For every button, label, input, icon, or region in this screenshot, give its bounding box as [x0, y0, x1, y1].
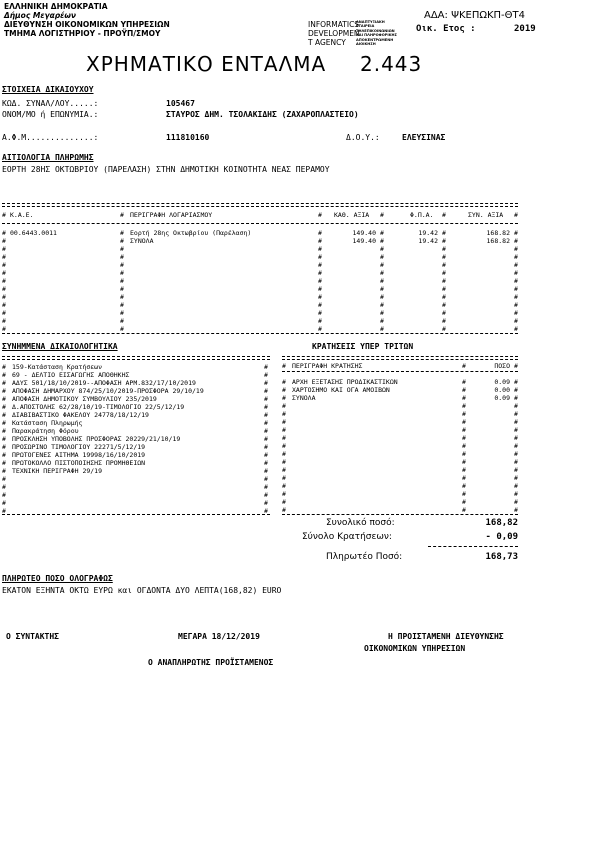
- fiscal-year-label: Οικ. Ετος :: [416, 24, 476, 34]
- column-separator: #: [514, 277, 518, 285]
- column-separator: #: [318, 293, 322, 301]
- list-item: [2, 491, 270, 499]
- table-filler-row: [2, 317, 518, 325]
- issuer-line: ΤΜΗΜΑ ΛΟΓΙΣΤΗΡΙΟΥ - ΠΡΟΫΠ/ΣΜΟΥ: [4, 29, 161, 38]
- column-separator: #: [442, 301, 446, 309]
- gross-amount: 168,82: [485, 518, 518, 528]
- attachment-label: Κατάσταση Πληρωμής: [12, 419, 83, 427]
- column-separator: #: [380, 325, 384, 333]
- attachment-label: ΑΔΥΣ 501/18/10/2019--ΑΠΟΦΑΣΗ ΑΡΜ.832/17/10/2019: [12, 379, 196, 387]
- attachments-bottom-rule: [2, 514, 270, 515]
- list-item: [2, 395, 270, 403]
- deduction-row: [282, 378, 518, 386]
- column-separator: #: [462, 498, 466, 506]
- column-separator: #: [514, 378, 518, 386]
- table-row: # 00.6443.0011 # Εορτή 28ης Οκτωβρίου (Παρέλαση) # 149.40 # 19.42 # 168.82 #: [2, 229, 518, 237]
- table-filler-row: [2, 245, 518, 253]
- column-separator: #: [264, 499, 268, 507]
- column-separator: #: [514, 301, 518, 309]
- deductions-total-label: Σύνολο Κρατήσεων:: [302, 532, 392, 542]
- column-separator: #: [282, 466, 286, 474]
- deduction-row: [282, 498, 518, 506]
- column-separator: #: [514, 474, 518, 482]
- table-filler-row: [2, 277, 518, 285]
- header-kae: Κ.Α.Ε.: [10, 211, 34, 219]
- deduction-row: [282, 402, 518, 410]
- column-separator: #: [514, 498, 518, 506]
- table-filler-row: [2, 253, 518, 261]
- beneficiary-code-label: ΚΩΔ. ΣΥΝΑΛ/ΛΟΥ.....:: [2, 99, 99, 108]
- column-separator: #: [2, 317, 6, 325]
- column-separator: #: [462, 458, 466, 466]
- beneficiary-section-title: ΣΤΟΙΧΕΙΑ ΔΙΚΑΙΟΥΧΟΥ: [2, 85, 94, 94]
- column-separator: #: [380, 245, 384, 253]
- warrant-number: 2.443: [360, 52, 423, 76]
- column-separator: #: [2, 411, 6, 419]
- column-separator: #: [442, 285, 446, 293]
- column-separator: #: [264, 483, 268, 491]
- column-separator: #: [318, 317, 322, 325]
- column-separator: #: [264, 387, 268, 395]
- deductions-header-rule: [282, 371, 518, 372]
- proxy-signature: Ο ΑΝΑΠΛΗΡΩΤΗΣ ΠΡΟΪΣΤΑΜΕΝΟΣ: [148, 658, 274, 667]
- column-separator: #: [282, 442, 286, 450]
- column-separator: #: [282, 394, 286, 402]
- column-separator: #: [462, 386, 466, 394]
- deduction-row: [282, 410, 518, 418]
- column-separator: #: [514, 245, 518, 253]
- column-separator: #: [2, 379, 6, 387]
- column-separator: #: [120, 245, 124, 253]
- table-filler-row: [2, 325, 518, 333]
- column-separator: #: [318, 277, 322, 285]
- column-separator: #: [514, 442, 518, 450]
- table-filler-row: [2, 269, 518, 277]
- column-separator: #: [318, 325, 322, 333]
- agency-logo: [308, 20, 360, 47]
- column-separator: #: [282, 458, 286, 466]
- column-separator: #: [264, 403, 268, 411]
- column-separator: #: [282, 490, 286, 498]
- list-item: [2, 475, 270, 483]
- column-separator: #: [2, 371, 6, 379]
- attachment-label: 159-Κατάσταση Κρατήσεων: [12, 363, 103, 371]
- column-separator: #: [2, 507, 6, 515]
- attachments-rule: [2, 359, 270, 360]
- attachment-label: ΠΡΩΤΟΓΕΝΕΣ ΑΙΤΗΜΑ 19998/16/10/2019: [12, 451, 146, 459]
- column-separator: #: [120, 285, 124, 293]
- column-separator: #: [462, 418, 466, 426]
- column-separator: #: [264, 459, 268, 467]
- table-filler-row: [2, 301, 518, 309]
- deduction-row: [282, 418, 518, 426]
- column-separator: #: [514, 269, 518, 277]
- list-item: [2, 459, 270, 467]
- column-separator: #: [462, 426, 466, 434]
- column-separator: #: [264, 475, 268, 483]
- agency-logo-small: [356, 20, 397, 46]
- attachments-title: ΣΥΝΗΜΜΕΝΑ ΔΙΚΑΙΟΛΟΓΗΤΙΚΑ: [2, 342, 118, 351]
- column-separator: #: [120, 317, 124, 325]
- deduction-row: [282, 394, 518, 402]
- deductions-title: ΚΡΑΤΗΣΕΙΣ ΥΠΕΡ ΤΡΙΤΩΝ: [312, 342, 414, 351]
- column-separator: #: [264, 451, 268, 459]
- agency-logo-line: INFORMATICS: [308, 20, 360, 29]
- list-item: [2, 483, 270, 491]
- attachment-label: ΠΡΟΣΩΡΙΝΟ ΤΙΜΟΛΟΓΙΟΥ 22271/5/12/19: [12, 443, 146, 451]
- agency-small-line: ΑΝΑΠΤΥΞΙΑΚΗ: [356, 20, 385, 24]
- list-item: [2, 411, 270, 419]
- column-separator: #: [2, 301, 6, 309]
- agency-small-line: ΔΙΟΙΚΗΣΗ: [356, 42, 376, 47]
- list-item: [2, 451, 270, 459]
- list-item: [2, 443, 270, 451]
- deduction-row: [282, 474, 518, 482]
- column-separator: #: [442, 253, 446, 261]
- deduction-row: [282, 450, 518, 458]
- column-separator: #: [2, 269, 6, 277]
- column-separator: #: [380, 317, 384, 325]
- column-separator: #: [442, 309, 446, 317]
- deduction-row: [282, 490, 518, 498]
- column-separator: #: [514, 466, 518, 474]
- column-separator: #: [514, 506, 518, 514]
- afm-label: Α.Φ.Μ..............:: [2, 133, 99, 142]
- justification-text: ΕΟΡΤΗ 28ΗΣ ΟΚΤΩΒΡΙΟΥ (ΠΑΡΕΛΑΣΗ) ΣΤΗΝ ΔΗΜΟΤΙΚΗ ΚΟΙΝΟΤΗΤΑ ΝΕΑΣ ΠΕΡΑΜΟΥ: [2, 165, 330, 174]
- column-separator: #: [442, 261, 446, 269]
- column-separator: #: [282, 506, 286, 514]
- column-separator: #: [264, 507, 268, 515]
- row-vat: 19.42: [418, 229, 438, 237]
- column-separator: #: [282, 410, 286, 418]
- column-separator: #: [514, 285, 518, 293]
- column-separator: #: [442, 245, 446, 253]
- deduction-amount: 0.09: [494, 394, 510, 402]
- table-header-rule: [2, 223, 518, 224]
- deductions-rule: [282, 359, 518, 360]
- column-separator: #: [380, 277, 384, 285]
- column-separator: #: [264, 411, 268, 419]
- deductions-total-amount: - 0,09: [485, 532, 518, 542]
- deduction-desc: ΧΑΡΤΟΣΗΜΟ ΚΑΙ ΟΓΑ ΑΜΟΙΒΩΝ: [292, 386, 390, 394]
- column-separator: #: [2, 387, 6, 395]
- column-separator: #: [282, 418, 286, 426]
- deduction-desc: ΣΥΝΟΛΑ: [292, 394, 316, 402]
- deduction-row: [282, 506, 518, 514]
- column-separator: #: [264, 419, 268, 427]
- column-separator: #: [282, 402, 286, 410]
- place-date: ΜΕΓΑΡΑ 18/12/2019: [178, 632, 260, 641]
- attachment-label: ΔΙΑΒΙΒΑΣΤΙΚΟ ΦΑΚΕΛΟΥ 24778/18/12/19: [12, 411, 149, 419]
- table-bottom-rule: [2, 333, 518, 334]
- list-item: [2, 499, 270, 507]
- column-separator: #: [282, 386, 286, 394]
- deduction-row: [282, 386, 518, 394]
- deduction-row: [282, 466, 518, 474]
- deduction-row: [282, 482, 518, 490]
- column-separator: #: [2, 277, 6, 285]
- column-separator: #: [282, 498, 286, 506]
- column-separator: #: [442, 277, 446, 285]
- column-separator: #: [2, 395, 6, 403]
- column-separator: #: [514, 458, 518, 466]
- list-item: [2, 435, 270, 443]
- column-separator: #: [462, 394, 466, 402]
- column-separator: #: [2, 459, 6, 467]
- deduction-row: [282, 434, 518, 442]
- header-total: ΣΥΝ. ΑΞΙΑ: [468, 211, 504, 219]
- column-separator: #: [514, 402, 518, 410]
- justification-title: ΑΙΤΙΟΛΟΓΙΑ ΠΛΗΡΩΜΗΣ: [2, 153, 94, 162]
- column-separator: #: [462, 402, 466, 410]
- column-separator: #: [462, 506, 466, 514]
- attachment-label: Δ.ΑΠΟΣΤΟΛΗΣ 62/28/10/19-ΤΙΜΟΛΟΓΙΟ 22/5/12/19: [12, 403, 185, 411]
- gross-label: Συνολικό ποσό:: [326, 518, 395, 528]
- table-row-totals: # # ΣΥΝΟΛΑ # 149.40 # 19.42 # 168.82 #: [2, 237, 518, 245]
- column-separator: #: [380, 285, 384, 293]
- deductions-header-desc: ΠΕΡΙΓΡΑΦΗ ΚΡΑΤΗΣΗΣ: [292, 362, 363, 370]
- column-separator: #: [462, 450, 466, 458]
- list-item: [2, 467, 270, 475]
- issuer-line: ΕΛΛΗΝΙΚΗ ΔΗΜΟΚΡΑΤΙΑ: [4, 2, 108, 11]
- column-separator: #: [2, 325, 6, 333]
- beneficiary-code: 105467: [166, 99, 195, 108]
- column-separator: #: [514, 450, 518, 458]
- attachment-label: ΑΠΟΦΑΣΗ ΔΗΜΑΡΧΟΥ 874/25/10/2019-ΠΡΟΣΦΟΡΑ 29/10/19: [12, 387, 204, 395]
- row-net: 149.40: [352, 229, 376, 237]
- column-separator: #: [264, 491, 268, 499]
- column-separator: #: [514, 386, 518, 394]
- column-separator: #: [264, 443, 268, 451]
- composer-signature: Ο ΣΥΝΤΑΚΤΗΣ: [6, 632, 59, 641]
- director-signature-line2: ΟΙΚΟΝΟΜΙΚΩΝ ΥΠΗΡΕΣΙΩΝ: [364, 644, 466, 653]
- column-separator: #: [318, 309, 322, 317]
- column-separator: #: [318, 285, 322, 293]
- column-separator: #: [318, 301, 322, 309]
- column-separator: #: [264, 379, 268, 387]
- column-separator: #: [514, 309, 518, 317]
- amount-words-text: ΕΚΑΤΟΝ ΕΞΗΝΤΑ ΟΚΤΩ ΕΥΡΩ και ΟΓΔΟΝΤΑ ΔΥΟ ΛΕΠΤΑ(168,82) EURO: [2, 586, 282, 595]
- column-separator: #: [2, 285, 6, 293]
- column-separator: #: [282, 378, 286, 386]
- agency-small-line: ΑΠΟΚΕΝΤΡΩΜΕΝΗ: [356, 37, 394, 42]
- doy-label: Δ.Ο.Υ.:: [346, 133, 380, 142]
- column-separator: #: [120, 261, 124, 269]
- amount-words-title: ΠΛΗΡΩΤΕΟ ΠΟΣΟ ΟΛΟΓΡΑΦΩΣ: [2, 574, 113, 583]
- deduction-row: [282, 458, 518, 466]
- deduction-amount: 0.09: [494, 378, 510, 386]
- column-separator: #: [2, 475, 6, 483]
- column-separator: #: [120, 269, 124, 277]
- column-separator: #: [264, 435, 268, 443]
- column-separator: #: [442, 269, 446, 277]
- deduction-amount: 0.00: [494, 386, 510, 394]
- column-separator: #: [120, 253, 124, 261]
- column-separator: #: [318, 269, 322, 277]
- column-separator: #: [2, 499, 6, 507]
- list-item: [2, 371, 270, 379]
- column-separator: #: [2, 435, 6, 443]
- attachment-label: ΑΠΟΦΑΣΗ ΔΗΜΟΤΙΚΟΥ ΣΥΜΒΟΥΛΙΟΥ 235/2019: [12, 395, 157, 403]
- column-separator: #: [462, 434, 466, 442]
- column-separator: #: [380, 261, 384, 269]
- column-separator: #: [120, 277, 124, 285]
- list-item: [2, 403, 270, 411]
- page-title: ΧΡΗΜΑΤΙΚΟ ΕΝΤΑΛΜΑ: [86, 52, 327, 76]
- column-separator: #: [380, 301, 384, 309]
- column-separator: #: [120, 309, 124, 317]
- column-separator: #: [514, 317, 518, 325]
- column-separator: #: [2, 427, 6, 435]
- row-vat: 19.42: [418, 237, 438, 245]
- column-separator: #: [282, 450, 286, 458]
- fiscal-year: 2019: [514, 24, 536, 34]
- column-separator: #: [2, 261, 6, 269]
- deduction-row: [282, 426, 518, 434]
- column-separator: #: [462, 466, 466, 474]
- list-item: [2, 363, 270, 371]
- column-separator: #: [2, 253, 6, 261]
- column-separator: #: [2, 363, 6, 371]
- column-separator: #: [514, 293, 518, 301]
- column-separator: #: [2, 403, 6, 411]
- column-separator: #: [462, 378, 466, 386]
- column-separator: #: [514, 418, 518, 426]
- column-separator: #: [120, 325, 124, 333]
- column-separator: #: [264, 371, 268, 379]
- table-filler-row: [2, 293, 518, 301]
- column-separator: #: [514, 410, 518, 418]
- column-separator: #: [442, 293, 446, 301]
- column-separator: #: [514, 261, 518, 269]
- issuer-header: [4, 2, 170, 38]
- row-total: 168.82: [486, 229, 510, 237]
- attachment-label: ΠΡΟΣΚΛΗΣΗ ΥΠΟΒΟΛΗΣ ΠΡΟΣΦΟΡΑΣ 20229/21/10/19: [12, 435, 181, 443]
- column-separator: #: [318, 261, 322, 269]
- list-item: [2, 379, 270, 387]
- column-separator: #: [380, 309, 384, 317]
- column-separator: #: [462, 442, 466, 450]
- attachment-label: Παρακράτηση Φόρου: [12, 427, 79, 435]
- row-desc: ΣΥΝΟΛΑ: [130, 237, 154, 245]
- deductions-header: # ΠΕΡΙΓΡΑΦΗ ΚΡΑΤΗΣΗΣ # ΠΟΣΟ #: [282, 362, 518, 370]
- beneficiary-name: ΣΤΑΥΡΟΣ ΔΗΜ. ΤΣΟΛΑΚΙΔΗΣ (ΖΑΧΑΡΟΠΛΑΣΤΕΙΟ): [166, 110, 359, 119]
- column-separator: #: [514, 426, 518, 434]
- row-kae: 00.6443.0011: [10, 229, 57, 237]
- column-separator: #: [514, 325, 518, 333]
- row-total: 168.82: [486, 237, 510, 245]
- row-desc: Εορτή 28ης Οκτωβρίου (Παρέλαση): [130, 229, 252, 237]
- deductions-bottom-rule: [282, 514, 518, 515]
- column-separator: #: [120, 301, 124, 309]
- column-separator: #: [2, 491, 6, 499]
- agency-small-line: ΤΗΛΕΠΙΚΟΙΝΩΝΙΩΝ: [356, 28, 395, 33]
- column-separator: #: [462, 482, 466, 490]
- director-signature-line1: Η ΠΡΟΙΣΤΑΜΕΝΗ ΔΙΕΥΘΥΝΣΗΣ: [388, 632, 504, 641]
- attachment-label: 69 - ΔΕΛΤΙΟ ΕΙΣΑΓΩΓΗΣ ΑΠΟΘΗΚΗΣ: [12, 371, 130, 379]
- ada-code: ΑΔΑ: ΨΚΕΠΩΚΠ-ΘΤ4: [424, 10, 526, 21]
- row-net: 149.40: [352, 237, 376, 245]
- column-separator: #: [2, 451, 6, 459]
- column-separator: #: [462, 410, 466, 418]
- payable-amount: 168,73: [485, 552, 518, 562]
- column-separator: #: [514, 482, 518, 490]
- attachment-label: ΠΡΩΤΟΚΟΛΛΟ ΠΙΣΤΟΠΟΙΗΣΗΣ ΠΡΟΜΗΘΕΙΩΝ: [12, 459, 146, 467]
- attachment-label: ΤΕΧΝΙΚΗ ΠΕΡΙΓΡΑΦΗ 29/19: [12, 467, 103, 475]
- column-separator: #: [2, 467, 6, 475]
- column-separator: #: [318, 253, 322, 261]
- column-separator: #: [264, 427, 268, 435]
- column-separator: #: [2, 293, 6, 301]
- column-separator: #: [514, 490, 518, 498]
- column-separator: #: [514, 434, 518, 442]
- column-separator: #: [380, 253, 384, 261]
- attachments-rule: [2, 356, 270, 357]
- agency-small-line: ΕΤΑΙΡΕΙΑ: [356, 24, 375, 29]
- deduction-desc: ΑΡΧΗ ΕΞΕΤΑΣΗΣ ΠΡΟΔΙΚΑΣΤΙΚΩΝ: [292, 378, 398, 386]
- column-separator: #: [442, 325, 446, 333]
- column-separator: #: [2, 443, 6, 451]
- column-separator: #: [380, 293, 384, 301]
- column-separator: #: [264, 395, 268, 403]
- header-net: ΚΑΘ. ΑΞΙΑ: [334, 211, 370, 219]
- table-filler-row: [2, 285, 518, 293]
- table-top-rule: [2, 203, 518, 204]
- deduction-row: [282, 442, 518, 450]
- column-separator: #: [264, 363, 268, 371]
- column-separator: #: [282, 482, 286, 490]
- column-separator: #: [282, 474, 286, 482]
- list-item: [2, 419, 270, 427]
- column-separator: #: [264, 467, 268, 475]
- column-separator: #: [318, 245, 322, 253]
- column-separator: #: [380, 269, 384, 277]
- column-separator: #: [2, 309, 6, 317]
- list-item: [2, 427, 270, 435]
- table-filler-row: [2, 309, 518, 317]
- agency-small-line: ΚΑΙ ΠΛΗΡΟΦΟΡΙΚΗΣ: [356, 33, 397, 38]
- doy-value: ΕΛΕΥΣΙΝΑΣ: [402, 133, 446, 142]
- column-separator: #: [514, 253, 518, 261]
- column-separator: #: [120, 293, 124, 301]
- list-item: [2, 387, 270, 395]
- column-separator: #: [442, 317, 446, 325]
- table-top-rule: [2, 206, 518, 207]
- issuer-line: ΔΙΕΥΘΥΝΣΗ ΟΙΚΟΝΟΜΙΚΩΝ ΥΠΗΡΕΣΙΩΝ: [4, 20, 170, 29]
- column-separator: #: [282, 426, 286, 434]
- issuer-line: Δήμος Μεγαρέων: [4, 11, 76, 20]
- header-desc: ΠΕΡΙΓΡΑΦΗ ΛΟΓΑΡΙΑΣΜΟΥ: [130, 211, 213, 219]
- column-separator: #: [2, 419, 6, 427]
- table-filler-row: [2, 261, 518, 269]
- header-vat: Φ.Π.Α.: [410, 211, 434, 219]
- beneficiary-name-label: ΟΝΟΜ/ΜΟ ή ΕΠΩΝΥΜΙΑ.:: [2, 110, 99, 119]
- column-separator: #: [462, 490, 466, 498]
- totals-rule: [428, 546, 518, 547]
- afm-value: 111810160: [166, 133, 210, 142]
- deductions-rule: [282, 356, 518, 357]
- column-separator: #: [514, 394, 518, 402]
- column-separator: #: [462, 474, 466, 482]
- deductions-header-amount: ΠΟΣΟ: [494, 362, 510, 370]
- column-separator: #: [2, 483, 6, 491]
- agency-logo-line: T AGENCY: [308, 38, 346, 47]
- column-separator: #: [282, 434, 286, 442]
- agency-logo-line: DEVELOPMEN: [308, 29, 360, 38]
- payable-label: Πληρωτέο Ποσό:: [326, 552, 403, 562]
- column-separator: #: [2, 245, 6, 253]
